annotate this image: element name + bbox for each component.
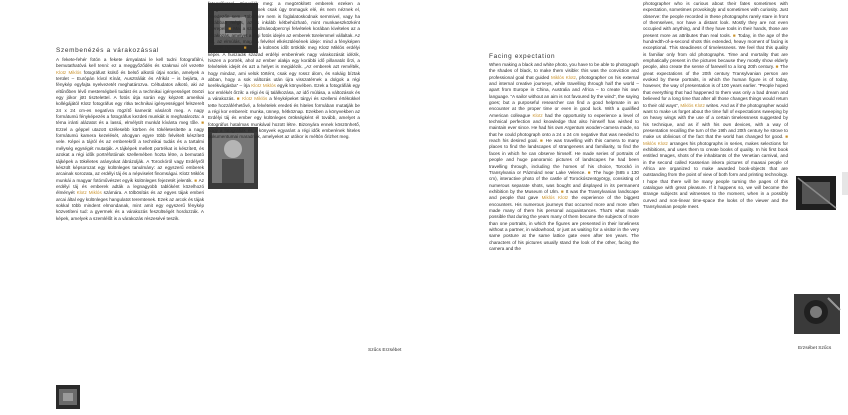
right-column-1 bbox=[489, 62, 639, 412]
text-run: egyik könyvében. Ezek a fotográfiák egy kor emlékét őrzik: a régi és új találkozása, az idő múlása, a változások és a várakozás. bbox=[208, 83, 360, 102]
section-square-marker: ■ bbox=[540, 138, 544, 144]
text-run: He was travelling with this camera to many places to find the landscapes of strangeness and familiarity, to find the faces in which he can observe himself. He made series of portraits of people and huge panoramic pictures of landscapes he had been travelling through, including the homes of his choice, Torockó in Transylvania or Pázmánd near Lake Velence. bbox=[489, 138, 639, 175]
section-square-marker: ■ bbox=[732, 32, 737, 38]
text-run: Ezzel a géppel utazott szélesebb körben és tökéletesítette a nagy formátumú kamera kezelését, ahogyan egyre több felvételt készített vele. Képei a tájról és az emberekről a technikai tudás és a tartalmi mélység egységét mutatják. A tájképek mellett portrékat is készített, és azokat a régi idők portréfotóinak szellemében hozta létre, a bemutató tájképek a tökéletes arányokat ábrázolják. A Torockóról vagy Erdélyről készült képsorozat egy különleges tanulmány: az egyszerű emberek arcainak sorozata, az erdélyi táj és a népviselet finomságai. Klotz Miklós munkái a magyar fotóművészet egyik különleges fejezetét jelentik. bbox=[56, 126, 204, 183]
text-run: writes. And as if the photographer would want to make us forget about the time full of expectations sweeping by on heavy wings with the use of a certain timelessness suggested by his technique, and as if with his own devices, with a way of presentation recalling the turn of the 19th and 20th century he strove to make us oblivious of the fact that the world has changed for good. bbox=[643, 102, 788, 140]
left-column-1 bbox=[56, 57, 204, 384]
section-square-marker: ■ bbox=[201, 120, 204, 126]
section-square-marker: ■ bbox=[194, 177, 198, 183]
right-column-1-text bbox=[489, 62, 639, 252]
right-heading: Facing expectation bbox=[489, 53, 556, 60]
text-run: Today, in the age of the hundredth-of-a-second shots this extended, heavy moment of facing is exceptional. This steadiness of timelessness. We feel that this quality is familiar only from old photographs. Time and mortality that are emphatically present in the pictures because they mostly show elderly people, also create the sense of farewell to a long 20th century. bbox=[643, 32, 788, 70]
section-square-marker: ■ bbox=[236, 96, 241, 102]
left-column-2-text bbox=[208, 1, 360, 141]
highlighted-name: Miklós Klotz bbox=[541, 195, 569, 201]
text-run: Ma, a századmásodpercnyi felvételek korában kivételes az a várakozás, amelyet a régi fotós idején az emberek türelemmel vállaltak. Az idő, az elmúlás, maga a felvétel elkészülésének ideje: mind a fényképen hagyott nyomot. bbox=[208, 26, 360, 51]
left-signature: Szűcs Erzsébet bbox=[368, 348, 402, 353]
text-run: It was the Transylvanian landscape and people that gave bbox=[489, 188, 639, 201]
section-square-marker: ■ bbox=[785, 134, 788, 140]
highlighted-name: Miklós Klotz bbox=[680, 102, 705, 108]
right-column-2 bbox=[643, 1, 788, 386]
left-photo-bottom bbox=[56, 385, 80, 409]
text-run: „Az emberek azt remélték, hogy mindaz, ami velük történt, csak egy rossz álom, és sokáig bíztak abban, hogy a sok változás után újra visszatérnek a dolgok a régi kerékvágásba” – írja bbox=[208, 64, 360, 89]
highlighted-name: Klotz bbox=[532, 112, 543, 118]
right-signature: Erzsébet Szűcs bbox=[798, 346, 832, 351]
text-run: the experience of the biggest encounters. His numerous journeys that occurred more and more often made many of them his personal acquaintances. That's what made possible that during the years many of them became the subjects of more than one portraits, in which the figures are presented in their loneliness without a partner, in widowhood, or just as waiting for a visitor in the very same posture at the same lattice gate even after ten years. The characters of his pictures usually stand the look of the other, facing the camera and the bbox=[489, 195, 639, 251]
text-run: A fekete-fehér fotón a fekete árnyalatai le kell tudni fotografálni, bemutathatóvá kell tenni: ez a meggyőződés és szakmai cél vezette bbox=[56, 57, 204, 69]
highlighted-name: Klotz Miklós bbox=[56, 69, 82, 75]
text-run: fotográfussal. Figyeljék meg: a megörökített emberek ezeken a fotográfiákon ritkán néznek csak úgy önmaguk elé, és nem néznek el, révedezőn sem. Többnyire nem is foglalatoskodnak semmivel, vagy ha korábban mégis, az is inkább kétbehúzható, mint munkaeszközként szerepel. bbox=[208, 1, 360, 32]
highlighted-name: Klotz Miklós bbox=[251, 83, 276, 89]
text-run: When making a black and white photo, you have to be able to photograph the shades of black, to make them visible: this was the conviction and professional goal that guided bbox=[489, 62, 639, 80]
text-run: arranges his photographs in series, makes selections for exhibitions, and uses them to create books of quality. In his first book entitled Images, shots of the inhabitants of the Venetian carnival, and in the second called Kasserian inkera pictures of maasai people of Africa are organized to make awarded book-objects that are outstanding from the point of view of both form and printing technology. I hope that there will be many people turning the pages of this catalogue with great pleasure. If it happens so, we will become the strange subjects and witnesses to the moment, when in a possibly curved and non-linear time-space the looks of the viewer and the Transylvanian people meet. bbox=[643, 140, 788, 209]
text-run: Ezt a különös időt örökítik meg Klotz Miklós erdélyi képei. A huszadik század erdélyi emberének nagy várakozását idézik, hiszen a portrék, ahol az ember alakja egy korábbi idő pillanatát őrzi, a felvételek idejét és azt a helyet is megidézik. bbox=[208, 45, 360, 70]
right-photo-bottom bbox=[792, 290, 844, 338]
page-edge-tab bbox=[842, 172, 848, 195]
right-photo-top bbox=[792, 170, 842, 215]
section-square-marker: ■ bbox=[775, 64, 779, 70]
left-heading: Szembenézés a várakozással bbox=[56, 47, 160, 54]
section-square-marker: ■ bbox=[243, 45, 248, 51]
text-run: , photographer on his external and internal creative journeys, while travelling through half the world – apart from Europe in China, Australia and Africa – to create his own language. “A sailor without an aim is not favoured by the wind”, the saying goes; but a purposeful researcher can find a good helpmate in an encounter at the proper time or even in good luck. With a qualified American colleague bbox=[489, 74, 639, 118]
highlighted-name: Miklós Klotz bbox=[550, 74, 576, 80]
section-square-marker: ■ bbox=[587, 169, 592, 175]
text-run: a fényképeket tárgyi és szellemi értékükkel tette hozzáférhetővé, a felvételek eredeti és hiteles formában mutatják be a régi kor embereit: munka, ünnep, hétköznap. Ezekben a könyvekben az Erdélyi táj és ember egy különleges örökségként él tovább, amelyet a fotográfus hatalmas munkával hozott létre. Bizonyára ennek köszönhető, hogy a fotográfiák és a könyvek egyaránt a régi idők emberének hiteles dokumentumai maradnak, amelyeket az utókor is méltón őrizhet meg. bbox=[208, 96, 360, 140]
section-square-marker: ■ bbox=[560, 188, 565, 194]
highlighted-name: Klotz Miklós bbox=[76, 190, 102, 196]
text-run: The huge (585 x 130 cm), interactive photo of the castle of Torockószentgyörgy, consisting of numerous separate shots, was bought and displayed in its permanent exhibition by the Museum of Ulm. bbox=[489, 169, 639, 194]
text-run: Az erdélyi táj és emberek adták a legnagyobb tablóként közelhozó élményét bbox=[56, 177, 204, 196]
text-run: fotográfust külső és belső alkotói útjai során, amelyek a terület – Európán kívül Kínát, Ausztráliát és Afrikát – is bejárta, a fénykép egyfajta nyelvezetét meghatározva. Céltudatos alkotó, aki az eltűnőben lévő mesterségbeli tudást és a technikai igényességet ötvözi egy jókor jött tisztelettel. A fotós útja során egy képzett amerikai kollégájától Klotz fotográfus egy ritka technikai igényességgel felszerelt 24 x 24 cm-es negatívra rögzítő kamerát vásárolt meg. A nagy formátumú fényképezés a fotográfus kezdeti munkáit is meghatározta: a téma iránti alázatot és a lassú, elmélyült munkát kívánta meg tőle. bbox=[56, 69, 204, 126]
highlighted-name: Klotz Miklós bbox=[242, 96, 268, 102]
section-square-marker: ■ bbox=[228, 26, 232, 32]
highlighted-name: Miklós Klotz bbox=[643, 140, 668, 146]
text-run: had the opportunity to experience a level of technical perfection and knowledge that also himself has wished to maintain ever since. He had his own Argentum wooden-camera made, so that he could photograph onto a 24 x 24 cm negative that was needed to reach his desired goal. bbox=[489, 112, 639, 144]
text-run: The great expectations of the 20th century Transylvanian person are evoked by these portraits, in which the human figure is of today, however, the way of presentation is of 100 years earlier. “People hoped that everything that had happened to them was only a bad dream and believed for a long time that after all those changes things would return to their old ways”, bbox=[643, 64, 788, 108]
right-column-2-text bbox=[643, 1, 788, 210]
left-column-2 bbox=[208, 1, 360, 353]
left-column-1-text bbox=[56, 57, 204, 222]
text-run: számára. A tölbösítás és az egyes tájak emberi arcai által egy különleges hangulatot teremtenek. Ezek az arcok és tájak sokkal több mindent elmondanak, mint amit egy egyszerű fénykép közvetíteni tud: a gyermek és a várakozás feszültségét hordozzák. A képek, amelyek a szemlélőt is a várakozás részesévé teszik. bbox=[56, 190, 204, 221]
text-run: photographer who is curious about their fates sometimes with expectation, sometimes provokingly and sometimes with curiosity. Just observe: the people recorded in these photographs rarely stare in front of themselves, nor have a distant look. Mostly they are not even occupied with anything, and if they have tools in their hands, those are present more as attributes than real tools. bbox=[643, 1, 788, 38]
